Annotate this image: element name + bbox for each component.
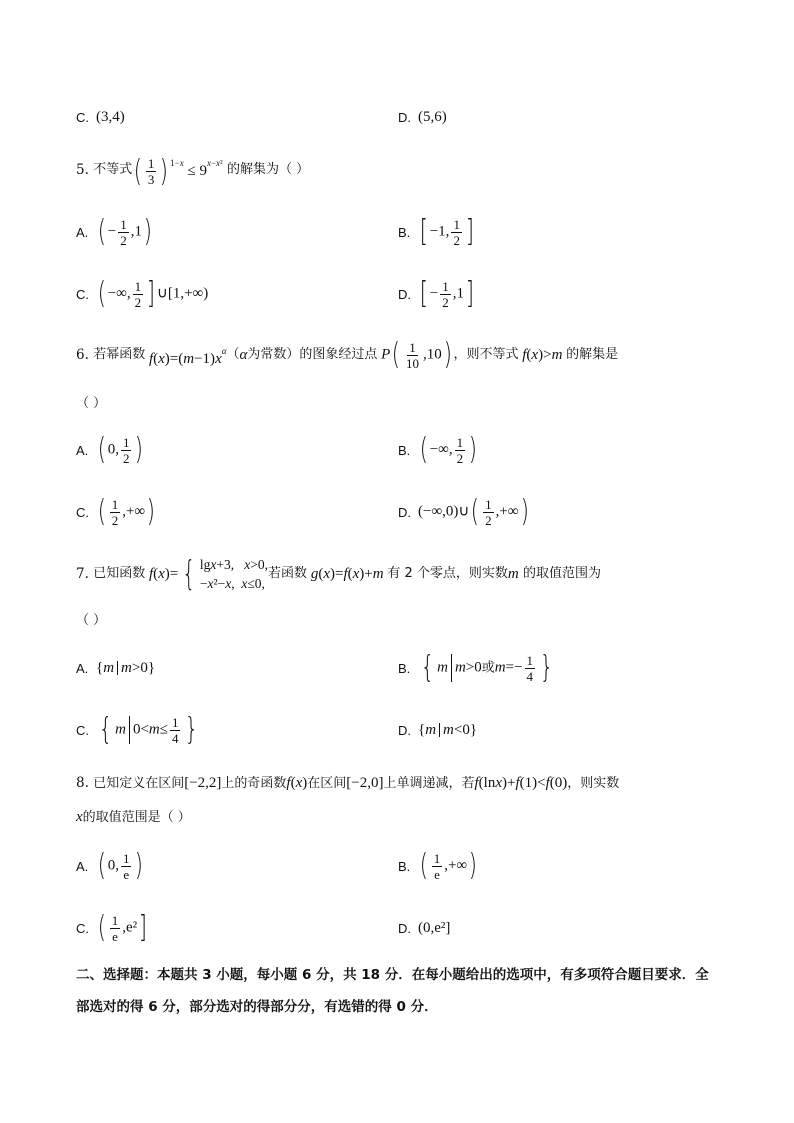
stem-text: ，则不等式 — [453, 347, 519, 362]
q7-option-d: D. {m m<0} — [398, 721, 478, 738]
stem-text: 的解集为（ ） — [227, 162, 310, 177]
stem-text: 的取值范围是（ ） — [82, 810, 191, 825]
q4-option-d — [398, 95, 447, 139]
inequality: ( $\frac{1}{3}$ ) $^{1-x} \le 9^{x-x^2}$ — [133, 153, 223, 189]
answer-blank: （ ） — [76, 396, 107, 411]
q6-stem: 6. 若幂函数 $f(x)=(m-1)x^\alpha$ （ α 为常数）的图象经过点 P( $\frac{1}{10}$ ,10) ，则不等式 f(x)>m 的解集是 — [76, 337, 619, 372]
option-label: B. — [398, 858, 411, 874]
stem-text: 上的奇函数 — [221, 776, 287, 791]
stem-text: 若函数 — [268, 566, 308, 581]
q5-option-a: A. ( − $\frac{1}{2}$ ,1) — [76, 214, 152, 249]
option-value: (3,4) — [96, 108, 125, 125]
option-label: D. — [398, 920, 411, 936]
piecewise-function: { lgx+3, x>0, −x²−x, x≤0, — [182, 554, 269, 594]
stem-text: （ — [226, 347, 240, 362]
section-2-instructions-line1: 二、选择题：本题共 3 小题，每小题 6 分，共 18 分．在每小题给出的选项中，有多项符合题目要求．全 — [76, 967, 709, 983]
question-number: 6. — [76, 347, 89, 363]
option-label: D. — [398, 504, 411, 520]
question-number: 8. — [76, 775, 89, 791]
option-label: C. — [76, 722, 89, 738]
stem-text: 若幂函数 — [93, 347, 146, 362]
option-label: D. — [398, 286, 411, 302]
q4-option-c — [76, 95, 125, 139]
q5-option-d: D. [ − $\frac{1}{2}$ ,1] — [398, 276, 474, 311]
stem-text: 的解集是 — [566, 347, 619, 362]
section-2-instructions-line2: 部选对的得 6 分，部分选对的得部分分，有选错的得 0 分． — [76, 999, 438, 1015]
q7-stem: 7. 已知函数 f(x)= { lgx+3, x>0, −x²−x, x≤0, 若函数 g(x)=f(x)+m 有 2 个零点，则实数 m 的取值范围为 — [76, 554, 602, 594]
q6-option-b: B. ( −∞, $\frac{1}{2}$ ) — [398, 432, 478, 467]
question-number: 7. — [76, 566, 89, 582]
option-label: C. — [76, 286, 89, 302]
q8-stem-cont: x的取值范围是（ ） — [76, 809, 191, 825]
q6-option-d: D. (−∞,0)∪( $\frac{1}{2}$ ,+∞) — [398, 494, 529, 529]
q8-option-a: A. ( 0, $\frac{1}{e}$ ) — [76, 848, 144, 883]
stem-text: 的取值范围为 — [523, 566, 602, 581]
option-label: C. — [76, 504, 89, 520]
option-label: B. — [398, 224, 411, 240]
stem-text: 上单调递减，若 — [383, 776, 475, 791]
q5-option-b: B. [ −1, $\frac{1}{2}$ ] — [398, 214, 474, 249]
option-label: C. — [76, 109, 89, 125]
q8-option-b: B. ( $\frac{1}{e}$ ,+∞) — [398, 848, 478, 883]
option-label: B. — [398, 660, 411, 676]
option-value: (5,6) — [418, 108, 447, 125]
stem-text: 为常数）的图象经过点 — [247, 347, 378, 362]
q7-blank — [76, 610, 106, 631]
q5-option-c: C. ( −∞, $\frac{1}{2}$ ] ∪[1,+∞) — [76, 276, 209, 311]
option-label: A. — [76, 442, 89, 458]
question-number: 5. — [76, 162, 89, 178]
option-label: A. — [76, 224, 89, 240]
q7-option-c: C. { m 0<m≤ $\frac{1}{4}$ } — [76, 712, 199, 747]
q7-option-b: B. { m m>0或m=− $\frac{1}{4}$ } — [398, 650, 554, 685]
option-label: D. — [398, 109, 411, 125]
q5-stem — [76, 153, 310, 189]
stem-text: 已知定义在区间 — [93, 776, 185, 791]
stem-text: 有 2 个零点，则实数 — [387, 566, 508, 581]
option-label: A. — [76, 660, 89, 676]
stem-text: ，则实数 — [567, 776, 620, 791]
q8-option-d: D. (0,e²] — [398, 919, 451, 936]
q7-option-a: A. {m m>0} — [76, 659, 156, 676]
q6-option-c: C. ( $\frac{1}{2}$ ,+∞) — [76, 494, 156, 529]
q6-option-a: A. ( 0, $\frac{1}{2}$ ) — [76, 432, 144, 467]
q6-blank — [76, 393, 106, 414]
answer-blank: （ ） — [76, 613, 107, 628]
option-label: D. — [398, 722, 411, 738]
or-text: 或 — [481, 660, 495, 676]
option-label: C. — [76, 920, 89, 936]
option-label: A. — [76, 858, 89, 874]
stem-text: 在区间 — [307, 776, 347, 791]
option-label: B. — [398, 442, 411, 458]
q8-stem: 8. 已知定义在区间[−2,2]上的奇函数f(x)在区间[−2,0]上单调递减，若f(lnx)+f(1)<f(0)，则实数 — [76, 775, 620, 791]
stem-text: 已知函数 — [93, 566, 146, 581]
q8-option-c: C. ( $\frac{1}{e}$ ,e²] — [76, 910, 148, 945]
stem-text: 不等式 — [93, 162, 133, 177]
